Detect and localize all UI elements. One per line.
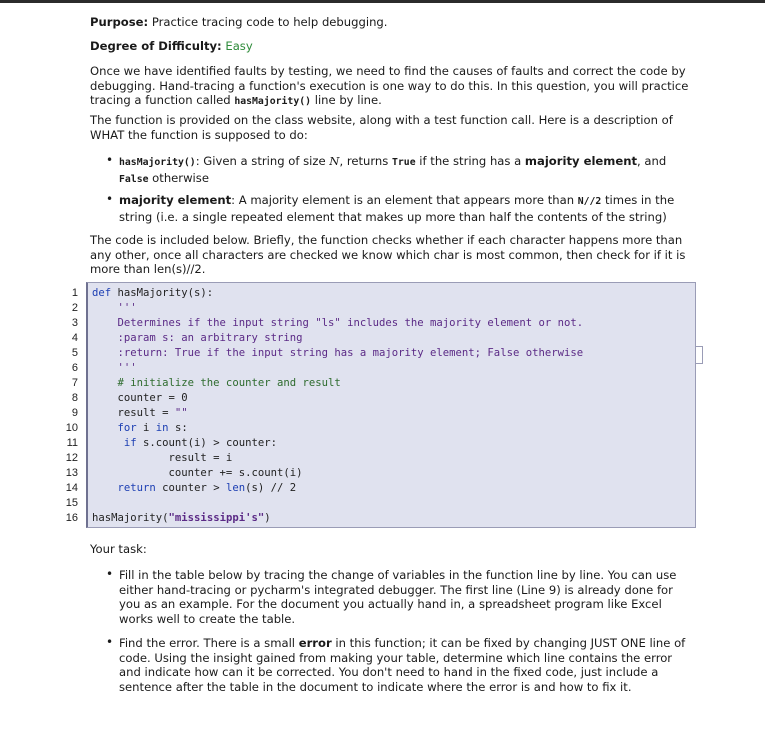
code-line-4: :param s: an arbitrary string: [92, 332, 303, 344]
def2-text: : A majority element is an element that appears more than: [231, 193, 578, 207]
def2-text: times in the string (i.e. a single repeated element that makes up more than half the contents of the string): [119, 193, 675, 224]
keyword-return: return: [117, 482, 156, 494]
code-line-7: # initialize the counter and result: [92, 377, 341, 389]
task-1: Fill in the table below by tracing the change of variables in the function line by line. You can use either hand-tracing or pycharm's integrated debugger. The first line (Line 9) is already done for you as an example. For the document you actually hand in, a spreadsheet program like Excel works well to create the table.: [119, 568, 677, 626]
task-2: [119, 636, 697, 694]
keyword-if: if: [123, 437, 137, 449]
line-number: 11: [66, 437, 78, 449]
difficulty-line: [90, 39, 698, 54]
code-text: (s) // 2: [245, 482, 297, 494]
line-number: 2: [71, 302, 78, 314]
task-heading: Your task:: [90, 542, 147, 556]
bullet-1: •: [106, 153, 114, 167]
difficulty-label: Degree of Difficulty:: [90, 39, 222, 53]
def-text: , returns: [339, 154, 392, 168]
def-false: False: [119, 173, 149, 185]
bullet-4: •: [106, 635, 114, 649]
line-number: 4: [71, 332, 78, 344]
line-number: 14: [65, 482, 78, 494]
code-overflow-marker: [696, 346, 703, 364]
intro-text-end: line by line.: [311, 93, 382, 108]
line-number: 7: [71, 377, 78, 389]
code-text: s.count(i) > counter:: [136, 437, 277, 449]
difficulty-value: Easy: [225, 39, 253, 53]
code-text: hasMajority(s):: [111, 287, 214, 299]
task-text: Find the error. There is a small: [119, 636, 299, 650]
keyword-def: def: [92, 287, 112, 299]
code-intro: The code is included below. Briefly, the function checks whether if each character happens more than any other, once all characters are checked we know which char is most common, then check for if it is more than len(s)//2.: [90, 233, 686, 277]
line-number: 15: [65, 497, 78, 509]
line-number: 5: [71, 347, 78, 359]
keyword-for: for: [117, 422, 137, 434]
line-number: 8: [71, 392, 78, 404]
def-true: True: [392, 157, 416, 168]
bullet-2: •: [106, 192, 114, 206]
line-number: 13: [65, 467, 78, 479]
purpose-line: [90, 15, 698, 30]
code-line-2: ''': [92, 302, 137, 314]
def-text: otherwise: [148, 170, 209, 185]
code-line-16: [92, 511, 271, 526]
code-line-3: Determines if the input string "ls" includes the majority element or not.: [92, 317, 584, 329]
def-n: N: [329, 154, 340, 168]
purpose-label: Purpose:: [90, 15, 149, 29]
intro-paragraph-2: The function is provided on the class website, along with a test function call. Here is a description of WHAT the function is supposed to do:: [90, 113, 673, 142]
string-literal: "": [174, 407, 188, 419]
code-text: s:: [168, 422, 188, 434]
line-number: 10: [65, 422, 78, 434]
def-function-code: hasMajority(): [119, 157, 196, 168]
code-line-1: [92, 286, 213, 301]
code-line-10: [92, 421, 188, 436]
code-line-14: [92, 481, 296, 496]
code-line-11: [92, 436, 277, 451]
def2-bold: majority element: [119, 193, 232, 207]
def-text: : Given a string of size: [195, 154, 330, 168]
code-line-9: [92, 406, 188, 421]
line-number: 12: [65, 452, 78, 464]
line-number: 9: [71, 407, 78, 419]
task-text: in this function; it can be fixed by changing JUST ONE line of code. Using the insight gained from making your table, determine which line contains the error and indicate how can it be corrected. You don't need to hand in the fixed code, just include a sentence after the table in the document to indicate where the error is and how to fix it.: [119, 636, 686, 694]
def-text: , and: [637, 154, 667, 168]
definition-hasmajority: [119, 154, 697, 187]
def-text: if the string has a: [415, 154, 525, 168]
code-text: result =: [92, 407, 175, 419]
code-text: counter >: [155, 482, 226, 494]
top-rule: [0, 0, 765, 3]
intro-paragraph-1: [90, 64, 698, 110]
code-text: hasMajority(: [92, 512, 169, 524]
builtin-len: len: [225, 482, 246, 494]
code-line-8: counter = 0: [92, 392, 188, 404]
line-number: 1: [71, 287, 78, 299]
intro-text: Once we have identified faults by testing, we need to find the causes of faults and correct the code by debugging. Hand-tracing a function's execution is one way to do this. In this question, you will practice tracing a function called: [90, 64, 689, 108]
code-line-6: ''': [92, 362, 137, 374]
task-bold: error: [298, 636, 332, 650]
line-number: 6: [71, 362, 78, 374]
definition-majority-element: [119, 193, 697, 224]
code-text: i: [136, 422, 156, 434]
line-number: 3: [71, 317, 78, 329]
code-line-13: counter += s.count(i): [92, 467, 303, 479]
code-line-12: result = i: [92, 452, 233, 464]
bullet-3: •: [106, 567, 114, 581]
function-name: hasMajority(): [234, 96, 312, 108]
def-bold: majority element: [524, 154, 638, 168]
def2-code: N//2: [577, 196, 602, 207]
string-literal: "mississippi's": [168, 512, 265, 524]
keyword-in: in: [155, 422, 169, 434]
purpose-text: Practice tracing code to help debugging.: [148, 15, 388, 29]
code-line-5: :return: True if the input string has a majority element; False otherwise: [92, 347, 584, 359]
code-text: ): [264, 512, 271, 524]
line-number: 16: [65, 512, 78, 524]
